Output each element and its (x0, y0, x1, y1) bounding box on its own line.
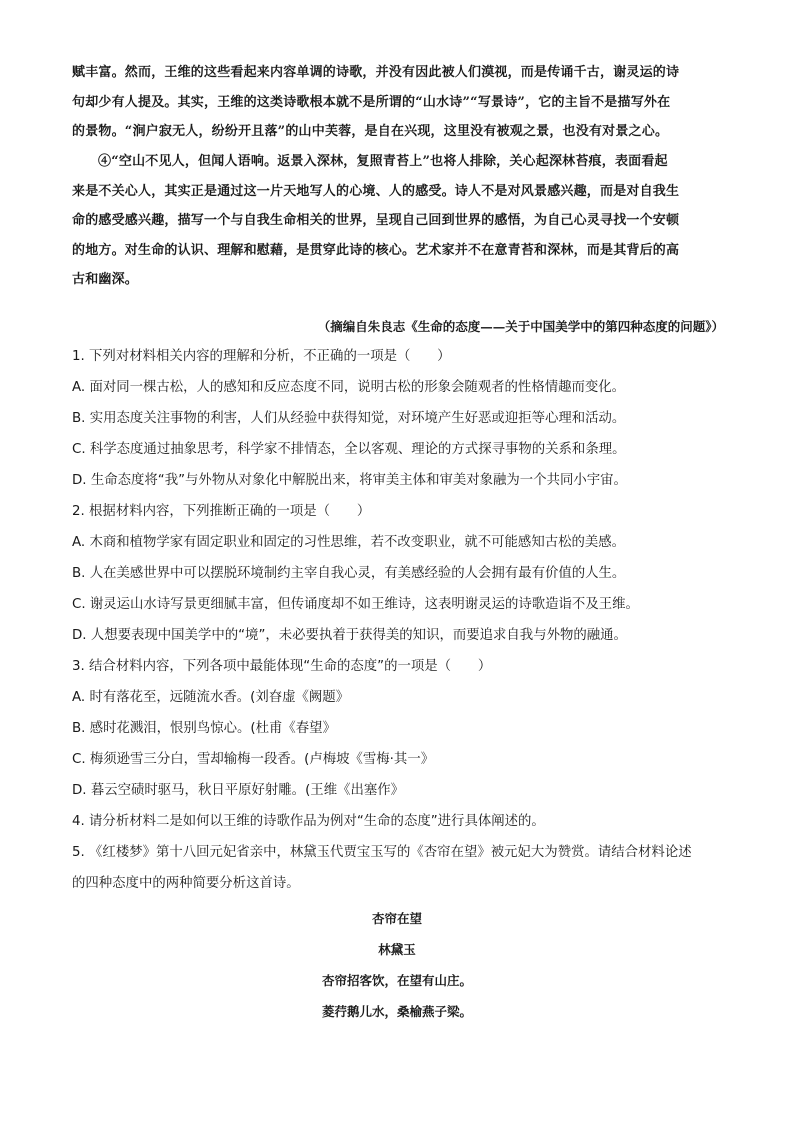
question-2-stem: 2. 根据材料内容，下列推断正确的一项是（ ） (72, 504, 371, 519)
question-2-option-b: B. 人在美感世界中可以摆脱环境制约主宰自我心灵，有美感经验的人会拥有最有价值的人生。 (72, 566, 626, 581)
poem-line-1: 杏帘招客饮，在望有山庄。 (321, 973, 472, 988)
poem-title: 杏帘在望 (371, 911, 422, 926)
passage-line: 句却少有人提及。其实，王维的这类诗歌根本就不是所谓的“山水诗”“写景诗”，它的主旨不是描写外在 (72, 94, 671, 110)
passage-line: ④“空山不见人，但闻人语响。返景入深林，复照青苔上”也将人排除，关心起深林苔痕，表面看起 (98, 154, 668, 169)
question-4-stem: 4. 请分析材料二是如何以王维的诗歌作品为例对“生命的态度”进行具体阐述的。 (72, 814, 545, 829)
poem-author: 林黛玉 (378, 942, 416, 957)
question-5-stem-line2: 的四种态度中的两种简要分析这首诗。 (72, 876, 300, 891)
poem-line-2: 菱荇鹅儿水，桑榆燕子梁。 (321, 1004, 472, 1019)
passage-line: 赋丰富。然而，王维的这些看起来内容单调的诗歌，并没有因此被人们漠视，而是传诵千古，谢灵运的诗 (72, 65, 680, 80)
question-3-option-c: C. 梅须逊雪三分白，雪却输梅一段香。(卢梅坡《雪梅·其一》 (72, 752, 435, 767)
question-1-stem: 1. 下列对材料相关内容的理解和分析，不正确的一项是（ ） (72, 349, 451, 364)
passage-source: （摘编自朱良志《生命的态度——关于中国美学中的第四种态度的问题》） (317, 319, 724, 334)
question-1-option-b: B. 实用态度关注事物的利害，人们从经验中获得知觉，对环境产生好恶或迎拒等心理和活动。 (72, 411, 626, 426)
question-2-option-c: C. 谢灵运山水诗写景更细腻丰富，但传诵度却不如王维诗，这表明谢灵运的诗歌造诣不及王维。 (72, 597, 639, 612)
question-2-option-a: A. 木商和植物学家有固定职业和固定的习性思维，若不改变职业，就不可能感知古松的美感。 (72, 535, 626, 550)
question-2-option-d: D. 人想要表现中国美学中的“境”，未必要执着于获得美的知识，而要追求自我与外物的融通。 (72, 628, 627, 643)
question-1-option-d: D. 生命态度将“我”与外物从对象化中解脱出来，将审美主体和审美对象融为一个共同小宇宙。 (72, 473, 627, 488)
question-list (72, 341, 732, 899)
question-1-option-a: A. 面对同一棵古松，人的感知和反应态度不同，说明古松的形象会随观者的性格情趣而变化。 (72, 380, 626, 395)
question-3-option-b: B. 感时花溅泪，恨别鸟惊心。(杜甫《春望》 (72, 721, 336, 736)
poem-block (0, 903, 794, 1027)
passage-line: 古和幽深。 (72, 272, 139, 287)
question-3-option-d: D. 暮云空碛时驱马，秋日平原好射雕。(王维《出塞作》 (72, 783, 405, 798)
passage-paragraph-4 (72, 147, 724, 295)
question-3-option-a: A. 时有落花至，远随流水香。(刘昚虚《阙题》 (72, 690, 350, 705)
question-3-stem: 3. 结合材料内容，下列各项中最能体现“生命的态度”的一项是（ ） (72, 659, 492, 674)
passage-line: 来是不关心人，其实正是通过这一片天地写人的心境、人的感受。诗人不是对风景感兴趣，而是对自我生 (72, 183, 680, 199)
passage-line: 的地方。对生命的认识、理解和慰藉，是贯穿此诗的核心。艺术家并不在意青苔和深林，而是其背后的高 (72, 242, 680, 258)
question-5-stem-line1: 5. 《红楼梦》第十八回元妃省亲中，林黛玉代贾宝玉写的《杏帘在望》被元妃大为赞赏。请结合材料论述 (72, 845, 692, 860)
passage-line: 命的感受感兴趣，描写一个与自我生命相关的世界，呈现自己回到世界的感悟，为自己心灵寻找一个安顿 (72, 213, 680, 228)
passage-line: 的景物。“涧户寂无人，纷纷开且落”的山中芙蓉，是自在兴现，这里没有被观之景，也没有对景之心。 (72, 124, 669, 139)
question-1-option-c: C. 科学态度通过抽象思考，科学家不排情态，全以客观、理论的方式探寻事物的关系和条理。 (72, 442, 626, 457)
passage-paragraph-continued (72, 58, 724, 147)
